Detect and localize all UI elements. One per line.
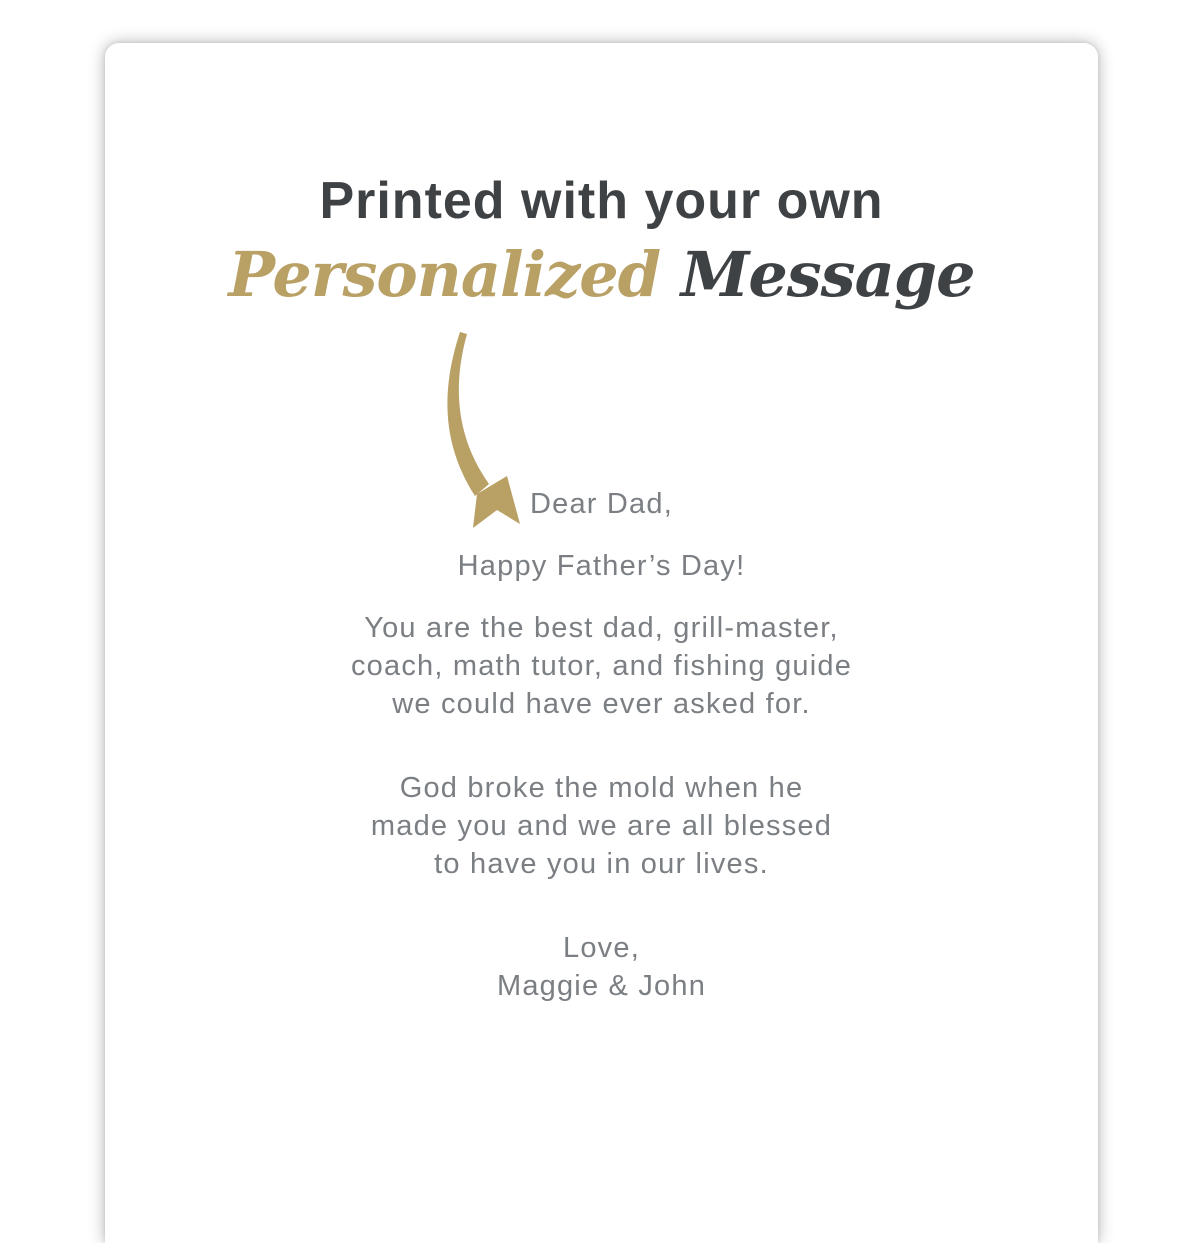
message-paragraph: Love, Maggie & John bbox=[496, 932, 707, 1003]
printed-card bbox=[105, 43, 1098, 1243]
message-block bbox=[105, 485, 1098, 1005]
headline-script-line bbox=[105, 238, 1098, 311]
headline-title: Printed with your own bbox=[319, 172, 884, 230]
curved-arrow-down-icon bbox=[425, 326, 540, 531]
headline-script-personalized: Personalized bbox=[228, 238, 661, 311]
message-paragraph: You are the best dad, grill-master, coach, math tutor, and fishing guide we could have ever asked for. bbox=[350, 612, 853, 721]
message-paragraph: Happy Father’s Day! bbox=[457, 550, 746, 583]
headline-script-message: Message bbox=[680, 238, 975, 311]
message-paragraph: Dear Dad, bbox=[530, 488, 673, 521]
message-paragraph: God broke the mold when he made you and we are all blessed to have you in our lives. bbox=[370, 772, 833, 881]
